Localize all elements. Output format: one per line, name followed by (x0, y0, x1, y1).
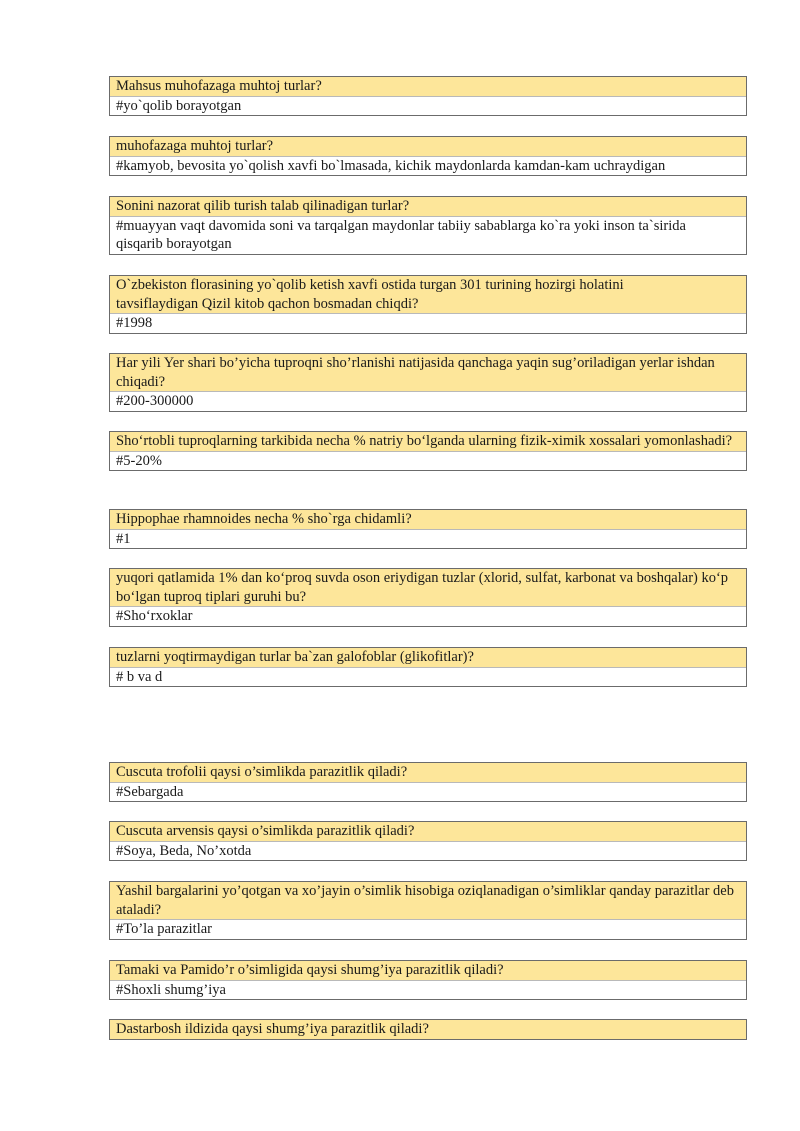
answer-text: #1998 (110, 314, 746, 333)
answer-text: #To’la parazitlar (110, 920, 746, 939)
answer-text: #Soya, Beda, No’xotda (110, 842, 746, 861)
question-text: Har yili Yer shari bo’yicha tuproqni sho’rlanishi natijasida qanchaga yaqin sug’oriladigan yerlar ishdan chiqadi? (110, 354, 746, 392)
question-text: Dastarbosh ildizida qaysi shumg’iya parazitlik qiladi? (110, 1020, 746, 1039)
answer-text: #200-300000 (110, 392, 746, 411)
question-text: Sho‘rtobli tuproqlarning tarkibida necha % natriy bo‘lganda ularning fizik-ximik xossalari yomonlashadi? (110, 432, 746, 452)
answer-text: #1 (110, 530, 746, 549)
answer-text: #5-20% (110, 452, 746, 471)
qa-card-12 (109, 881, 747, 940)
qa-card-10 (109, 762, 747, 802)
qa-card-4 (109, 275, 747, 334)
answer-text: #Shoxli shumg’iya (110, 981, 746, 1000)
qa-card-8 (109, 568, 747, 627)
question-text: tuzlarni yoqtirmaydigan turlar ba`zan galofoblar (glikofitlar)? (110, 648, 746, 668)
question-text: Cuscuta arvensis qaysi o’simlikda parazitlik qiladi? (110, 822, 746, 842)
qa-card-3 (109, 196, 747, 255)
answer-text: #muayyan vaqt davomida soni va tarqalgan maydonlar tabiiy sabablarga ko`ra yoki inson ta`sirida qisqarib borayotgan (110, 217, 746, 254)
question-text: yuqori qatlamida 1% dan ko‘proq suvda oson eriydigan tuzlar (xlorid, sulfat, karbonat va boshqalar) ko‘p bo‘lgan tuproq tiplari guruhi bu? (110, 569, 746, 607)
qa-card-11 (109, 821, 747, 861)
question-text: Tamaki va Pamido’r o’simligida qaysi shumg’iya parazitlik qiladi? (110, 961, 746, 981)
answer-text: # b va d (110, 668, 746, 687)
question-text: Cuscuta trofolii qaysi o’simlikda parazitlik qiladi? (110, 763, 746, 783)
question-text: O`zbekiston florasining yo`qolib ketish xavfi ostida turgan 301 turining hozirgi holatini tavsiflaydigan Qizil kitob qachon bosmadan chiqdi? (110, 276, 746, 314)
qa-card-9 (109, 647, 747, 687)
qa-card-5 (109, 353, 747, 412)
question-text: Yashil bargalarini yo’qotgan va xo’jayin o’simlik hisobiga oziqlanadigan o’simliklar qanday parazitlar deb ataladi? (110, 882, 746, 920)
question-text: Mahsus muhofazaga muhtoj turlar? (110, 77, 746, 97)
qa-card-2 (109, 136, 747, 176)
question-text: Hippophae rhamnoides necha % sho`rga chidamli? (110, 510, 746, 530)
question-text: muhofazaga muhtoj turlar? (110, 137, 746, 157)
answer-text: #Sebargada (110, 783, 746, 802)
answer-text: #kamyob, bevosita yo`qolish xavfi bo`lmasada, kichik maydonlarda kamdan-kam uchraydigan (110, 157, 746, 176)
qa-card-7 (109, 509, 747, 549)
qa-card-14 (109, 1019, 747, 1040)
qa-card-1 (109, 76, 747, 116)
qa-card-13 (109, 960, 747, 1000)
answer-text: #yo`qolib borayotgan (110, 97, 746, 116)
question-text: Sonini nazorat qilib turish talab qilinadigan turlar? (110, 197, 746, 217)
qa-card-6 (109, 431, 747, 471)
answer-text: #Sho‘rxoklar (110, 607, 746, 626)
